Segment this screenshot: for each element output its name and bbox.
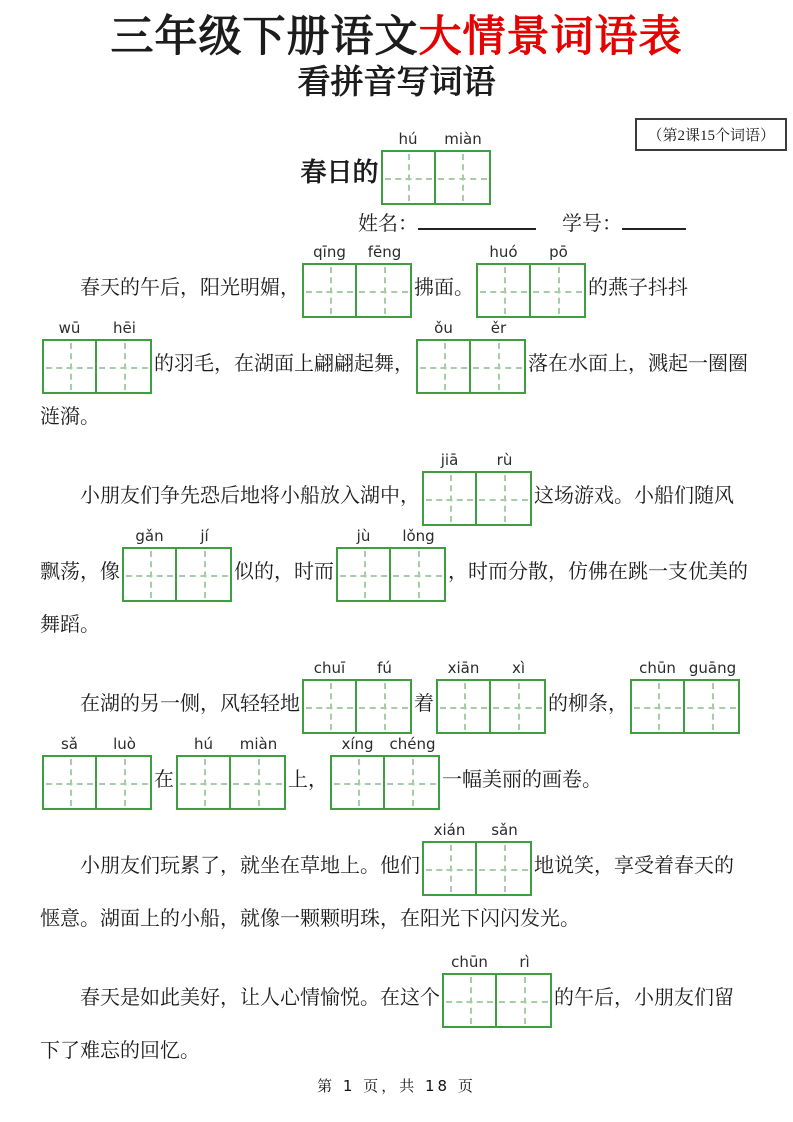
- pinyin-label: sǎ: [60, 735, 78, 754]
- answer-cell[interactable]: [385, 755, 440, 810]
- worksheet-title-prefix: 春日的: [300, 158, 379, 188]
- writing-grid: [630, 679, 740, 734]
- pinyin-row: [416, 318, 526, 339]
- answer-cell[interactable]: [416, 339, 471, 394]
- name-label: 姓名：: [358, 213, 418, 236]
- pinyin-row: [422, 450, 532, 471]
- pinyin-row: [422, 820, 532, 841]
- student-id-label: 学号：: [562, 213, 622, 236]
- paragraph: [40, 450, 753, 648]
- paragraph: [40, 658, 753, 810]
- paragraph-text: 落在水面上，溅起一圈圈涟漪。: [40, 353, 748, 429]
- writing-grid: [416, 339, 526, 394]
- answer-cell[interactable]: [177, 547, 232, 602]
- pinyin-label: chūn: [639, 659, 676, 678]
- writing-grid: [476, 263, 586, 318]
- pinyin-label: hú: [398, 130, 418, 149]
- pinyin-word-block: [302, 242, 412, 318]
- answer-cell[interactable]: [436, 150, 491, 205]
- pinyin-label: jí: [200, 527, 209, 546]
- paragraph: [40, 952, 753, 1074]
- writing-grid: [302, 263, 412, 318]
- answer-cell[interactable]: [476, 263, 531, 318]
- writing-grid: [422, 471, 532, 526]
- answer-cell[interactable]: [477, 471, 532, 526]
- pinyin-row: [442, 952, 552, 973]
- pinyin-label: qīng: [313, 243, 346, 262]
- answer-cell[interactable]: [381, 150, 436, 205]
- paragraph-text: ，时而分散，仿佛在跳一支优美的舞蹈。: [40, 561, 748, 637]
- pinyin-row: [302, 658, 412, 679]
- writing-grid: [42, 755, 152, 810]
- paragraph-text: 的燕子抖抖: [588, 277, 688, 300]
- pinyin-label: xián: [433, 821, 466, 840]
- pinyin-label: rù: [496, 451, 513, 470]
- writing-grid: [302, 679, 412, 734]
- paragraph: [40, 820, 753, 942]
- pinyin-label: luò: [113, 735, 136, 754]
- pinyin-label: hú: [193, 735, 213, 754]
- pinyin-label: jiā: [440, 451, 459, 470]
- paragraph-text: 地说笑，享受着春天的惬意。湖面上的小船，就像一颗颗明珠，在阳光下闪闪发光。: [40, 855, 734, 931]
- student-id-underline[interactable]: [622, 214, 686, 230]
- pinyin-label: lǒng: [402, 527, 435, 546]
- page-title: [0, 12, 793, 64]
- pinyin-word-block: [442, 952, 552, 1028]
- pinyin-label: jù: [356, 527, 371, 546]
- pinyin-row: [302, 242, 412, 263]
- pinyin-label: rì: [519, 953, 530, 972]
- pinyin-label: gǎn: [135, 527, 164, 546]
- pinyin-label: huó: [489, 243, 518, 262]
- answer-cell[interactable]: [42, 339, 97, 394]
- answer-cell[interactable]: [302, 263, 357, 318]
- pinyin-row: [630, 658, 740, 679]
- answer-cell[interactable]: [391, 547, 446, 602]
- pinyin-label: chéng: [389, 735, 436, 754]
- answer-cell[interactable]: [357, 263, 412, 318]
- pinyin-label: wū: [58, 319, 81, 338]
- paragraph-text: 的羽毛，在湖面上翩翩起舞，: [154, 353, 414, 376]
- answer-cell[interactable]: [685, 679, 740, 734]
- paragraph-text: 的柳条，: [548, 693, 628, 716]
- page-title-red: 大情景词语表: [418, 14, 683, 61]
- pinyin-row: [122, 526, 232, 547]
- writing-grid: [336, 547, 446, 602]
- writing-grid: [422, 841, 532, 896]
- writing-grid: [122, 547, 232, 602]
- pinyin-label: ěr: [490, 319, 507, 338]
- name-id-row: [0, 207, 793, 236]
- answer-cell[interactable]: [436, 679, 491, 734]
- writing-grid: [176, 755, 286, 810]
- pinyin-label: xiān: [447, 659, 480, 678]
- answer-cell[interactable]: [302, 679, 357, 734]
- answer-cell[interactable]: [330, 755, 385, 810]
- paragraph-text: 拂面。: [414, 277, 474, 300]
- paragraph-text: 小朋友们争先恐后地将小船放入湖中，: [40, 485, 420, 508]
- page-header: [0, 0, 793, 103]
- paragraph: [40, 242, 753, 440]
- pinyin-label: ǒu: [434, 319, 453, 338]
- pinyin-label: pō: [549, 243, 568, 262]
- paragraph-text: 着: [414, 693, 434, 716]
- answer-cell[interactable]: [442, 973, 497, 1028]
- pinyin-label: hēi: [113, 319, 136, 338]
- paragraph-text: 似的，时而: [234, 561, 334, 584]
- answer-cell[interactable]: [357, 679, 412, 734]
- paragraph-text: 上，: [288, 769, 328, 792]
- pinyin-word-block: [330, 734, 440, 810]
- pinyin-label: fú: [377, 659, 392, 678]
- answer-cell[interactable]: [97, 339, 152, 394]
- answer-cell[interactable]: [491, 679, 546, 734]
- paragraph-text: 这场游戏。小船们随风飘荡，像: [40, 485, 734, 584]
- answer-cell[interactable]: [122, 547, 177, 602]
- pinyin-label: xì: [511, 659, 526, 678]
- pinyin-row: [476, 242, 586, 263]
- pinyin-word-block: [422, 450, 532, 526]
- answer-cell[interactable]: [531, 263, 586, 318]
- paragraph-text: 一幅美丽的画卷。: [442, 769, 602, 792]
- answer-cell[interactable]: [630, 679, 685, 734]
- pinyin-word-block: [436, 658, 546, 734]
- answer-cell[interactable]: [422, 841, 477, 896]
- pinyin-word-block: [630, 658, 740, 734]
- paragraph-text: 春天是如此美好，让人心情愉悦。在这个: [40, 987, 440, 1010]
- answer-cell[interactable]: [422, 471, 477, 526]
- answer-cell[interactable]: [336, 547, 391, 602]
- name-underline[interactable]: [418, 214, 536, 230]
- writing-grid: [42, 339, 152, 394]
- pinyin-label: miàn: [444, 130, 482, 149]
- pinyin-row: [42, 734, 152, 755]
- answer-cell[interactable]: [231, 755, 286, 810]
- pinyin-label: guāng: [688, 659, 737, 678]
- pinyin-label: xíng: [341, 735, 374, 754]
- pinyin-row: [330, 734, 440, 755]
- pinyin-word-block: [42, 734, 152, 810]
- paragraph-text: 春天的午后，阳光明媚，: [40, 277, 300, 300]
- worksheet-title-word: [379, 130, 493, 185]
- answer-cell[interactable]: [497, 973, 552, 1028]
- pinyin-word-block: [176, 734, 286, 810]
- paragraph-text: 在: [154, 769, 174, 792]
- pinyin-word-block: [381, 129, 491, 205]
- answer-cell[interactable]: [471, 339, 526, 394]
- pinyin-word-block: [416, 318, 526, 394]
- writing-grid: [330, 755, 440, 810]
- writing-grid: [442, 973, 552, 1028]
- pinyin-label: miàn: [239, 735, 278, 754]
- pinyin-row: [436, 658, 546, 679]
- worksheet-body: [0, 242, 793, 1074]
- paragraph-text: 在湖的另一侧，风轻轻地: [40, 693, 300, 716]
- page-number: 第 1 页，共 18 页: [317, 1077, 476, 1095]
- pinyin-word-block: [336, 526, 446, 602]
- page-title-black: 三年级下册语文: [110, 14, 419, 61]
- pinyin-row: [381, 129, 491, 150]
- writing-grid: [381, 150, 491, 205]
- page-subtitle: 看拼音写词语: [297, 64, 496, 101]
- pinyin-word-block: [302, 658, 412, 734]
- answer-cell[interactable]: [42, 755, 97, 810]
- pinyin-word-block: [122, 526, 232, 602]
- answer-cell[interactable]: [477, 841, 532, 896]
- pinyin-row: [336, 526, 446, 547]
- pinyin-row: [176, 734, 286, 755]
- paragraph-text: 小朋友们玩累了，就坐在草地上。他们: [40, 855, 420, 878]
- pinyin-word-block: [422, 820, 532, 896]
- pinyin-word-block: [42, 318, 152, 394]
- pinyin-label: chuī: [313, 659, 346, 678]
- pinyin-row: [42, 318, 152, 339]
- pinyin-word-block: [476, 242, 586, 318]
- paragraph-text: 的午后，小朋友们留下了难忘的回忆。: [40, 987, 734, 1063]
- pinyin-label: sǎn: [491, 821, 518, 840]
- answer-cell[interactable]: [176, 755, 231, 810]
- answer-cell[interactable]: [97, 755, 152, 810]
- writing-grid: [436, 679, 546, 734]
- pinyin-label: chūn: [451, 953, 488, 972]
- lesson-note-badge: （第2课15个词语）: [635, 118, 787, 151]
- pinyin-label: fēng: [367, 243, 402, 262]
